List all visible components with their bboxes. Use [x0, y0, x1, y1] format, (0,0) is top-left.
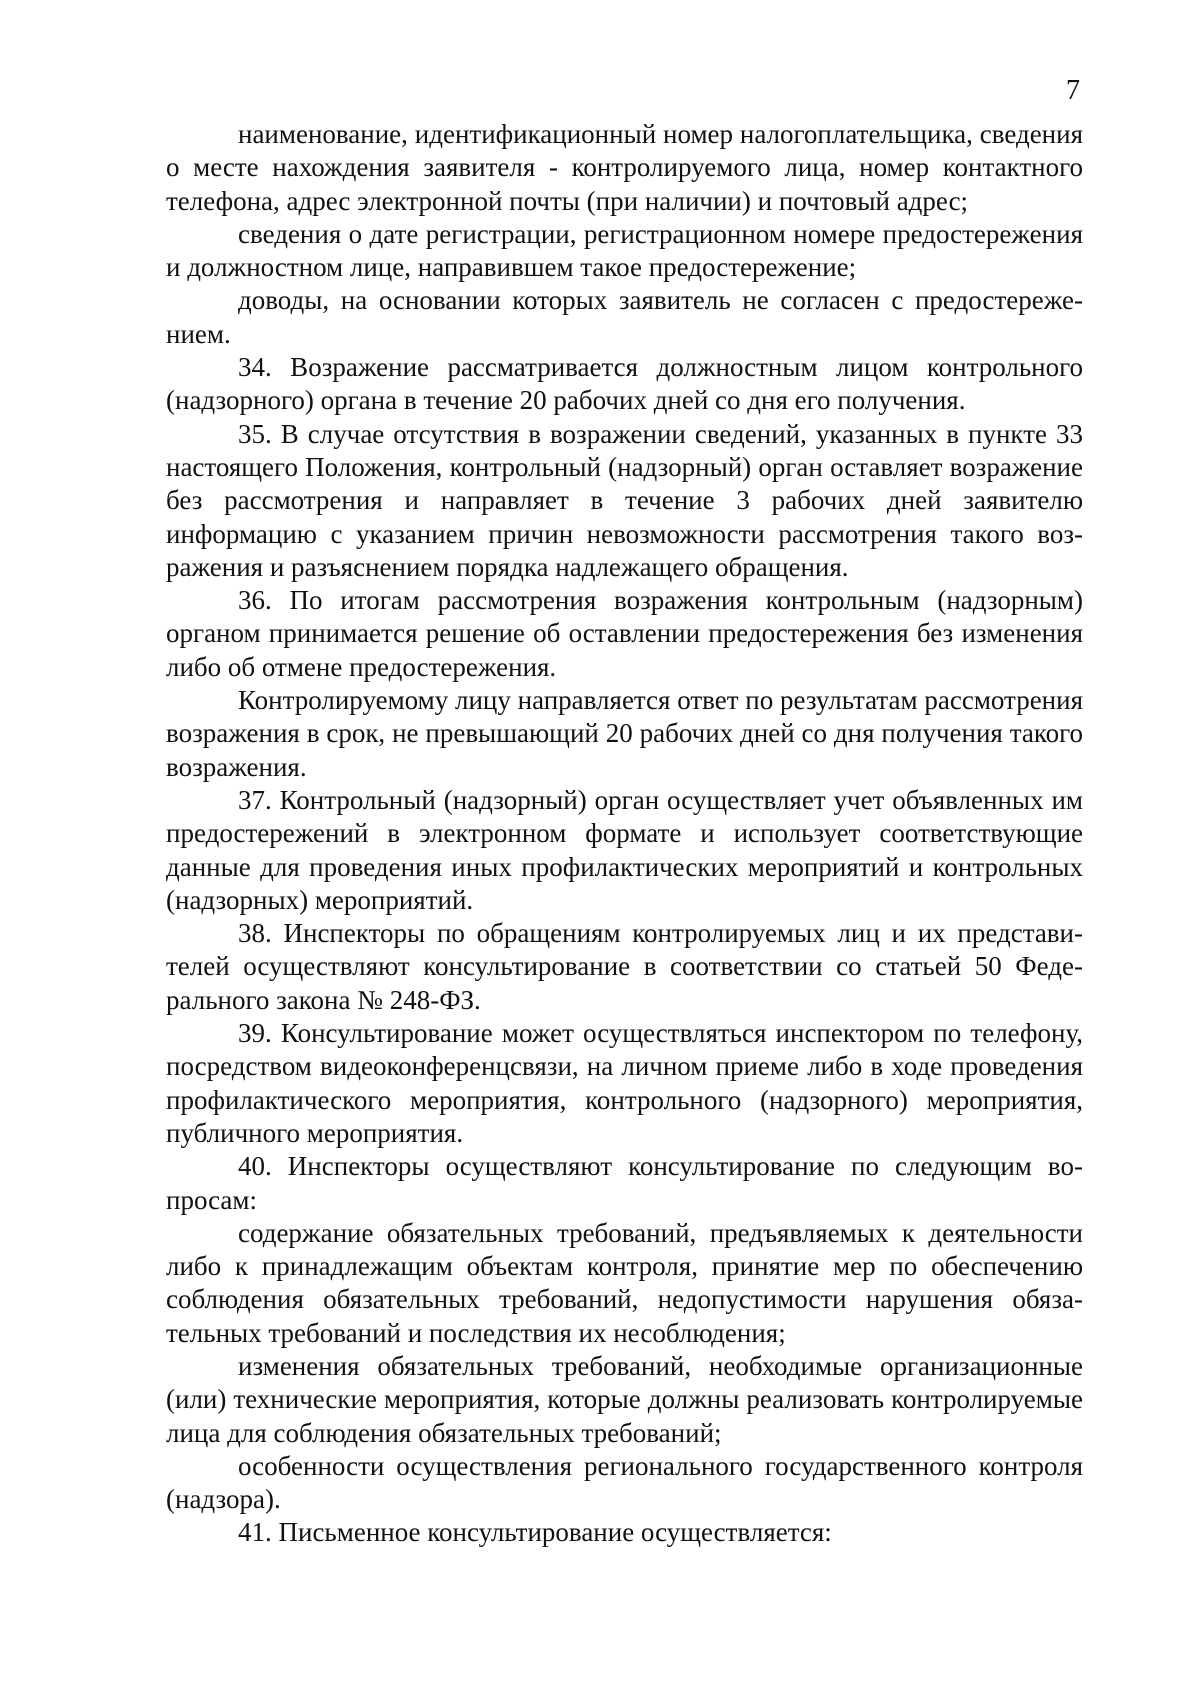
paragraph: 37. Контрольный (надзорный) орган осуществляет учет объявленных им предостережений в электронном формате и использует соответствующие данные для проведения иных профилактических мероприятий и контрольных (надзорных) мероприятий.: [166, 784, 1083, 915]
paragraph: особенности осуществления регионального государственного контроля (надзора).: [166, 1450, 1083, 1515]
paragraph: 39. Консультирование может осуществляться инспектором по телефону, посредством видеоконференцсвязи, на личном приеме либо в ходе проведения профилактического мероприятия, контрольного (надзорного) мероприятия, публичного мероприятия.: [166, 1018, 1083, 1148]
paragraph: содержание обязательных требований, предъявляемых к деятельности либо к принадлежащим объектам контроля, принятие мер по обеспечению соблюдения обязательных требований, недопустимости нарушения обязательных требований и последствия их несоблюдения;: [166, 1217, 1083, 1348]
paragraph: 34. Возражение рассматривается должностным лицом контрольного (надзорного) органа в течение 20 рабочих дней со дня его получения.: [166, 352, 1083, 416]
paragraph: наименование, идентификационный номер налогоплательщика, сведения о месте нахождения заявителя - контролируемого лица, номер контактного телефона, адрес электронной почты (при наличии) и почтовый адрес;: [166, 119, 1083, 216]
paragraph: 40. Инспекторы осуществляют консультирование по следующим вопросам:: [166, 1151, 1083, 1215]
paragraph: 36. По итогам рассмотрения возражения контрольным (надзорным) органом принимается решение об оставлении предостережения без изменения либо об отмене предостережения.: [166, 585, 1083, 682]
page-number: 7: [1066, 75, 1080, 106]
paragraph: изменения обязательных требований, необходимые организационные (или) технические мероприятия, которые должны реализовать контролируемые лица для соблюдения обязательных требований;: [166, 1350, 1083, 1448]
paragraph: сведения о дате регистрации, регистрационном номере предостережения и должностном лице, направившем такое предостережение;: [166, 218, 1083, 283]
paragraph: 41. Письменное консультирование осуществляется:: [238, 1517, 832, 1548]
paragraph: доводы, на основании которых заявитель не согласен с предостережением.: [166, 285, 1083, 349]
document-body: [166, 118, 1083, 1550]
paragraph: 38. Инспекторы по обращениям контролируемых лиц и их представителей осуществляют консультирование в соответствии со статьей 50 Федерального закона № 248-ФЗ.: [166, 918, 1083, 1015]
paragraph: 35. В случае отсутствия в возражении сведений, указанных в пункте 33 настоящего Положения, контрольный (надзорный) орган оставляет возражение без рассмотрения и направляет в течение 3 рабочих дней заявителю информацию с указанием причин невозможности рассмотрения такого возражения и разъяснением порядка надлежащего обращения.: [166, 418, 1083, 582]
paragraph: Контролируемому лицу направляется ответ по результатам рассмотрения возражения в срок, не превышающий 20 рабочих дней со дня получения такого возражения.: [166, 685, 1083, 782]
